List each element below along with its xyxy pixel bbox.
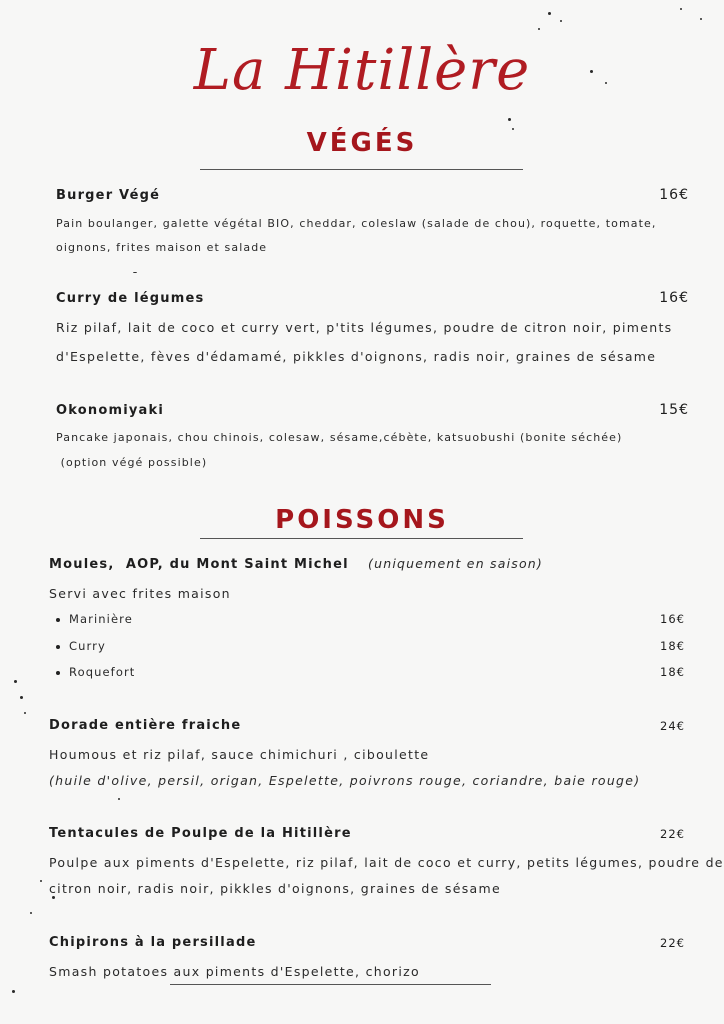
item-description-line: citron noir, radis noir, pikkles d'oignons, graines de sésame [49,881,501,896]
item-note: (uniquement en saison) [368,556,543,571]
item-name: Dorade entière fraiche [49,718,242,733]
item-description-line: Smash potatoes aux piments d'Espelette, chorizo [49,964,420,979]
item-price: 15€ [659,402,689,418]
item-name: Okonomiyaki [56,403,165,418]
item-name: Curry de légumes [56,291,205,306]
option-price: 16€ [660,612,685,626]
item-price: 22€ [660,936,685,950]
item-description-line: Pancake japonais, chou chinois, colesaw, sésame,cébète, katsuobushi (bonite séchée) [56,431,623,444]
section-divider [200,538,523,539]
bullet-icon [56,671,60,675]
item-description-line: Poulpe aux piments d'Espelette, riz pilaf, lait de coco et curry, petits légumes, poudre de [49,855,724,870]
section-divider [200,169,523,170]
item-price: 24€ [660,719,685,733]
item-description-line: d'Espelette, fèves d'édamamé, pikkles d'oignons, radis noir, graines de sésame [56,349,657,364]
option-mariniere [56,612,133,626]
option-label: Curry [69,639,106,653]
item-description-line: Servi avec frites maison [49,586,231,601]
option-price: 18€ [660,665,685,679]
item-name: Moules, AOP, du Mont Saint Michel [49,557,349,572]
item-description-line: Houmous et riz pilaf, sauce chimichuri , ciboulette [49,747,430,762]
item-name: Burger Végé [56,188,161,203]
item-name: Chipirons à la persillade [49,935,257,950]
item-price: 16€ [659,187,689,203]
bullet-icon [56,618,60,622]
restaurant-title: La Hitillère [193,38,531,103]
option-price: 18€ [660,639,685,653]
item-description-line: (huile d'olive, persil, origan, Espelette, poivrons rouge, coriandre, baie rouge) [49,773,641,788]
option-roquefort [56,665,135,679]
bullet-icon [56,645,60,649]
item-name: Tentacules de Poulpe de la Hitillère [49,826,352,841]
section-title-poissons: POISSONS [275,505,449,535]
item-price: 22€ [660,827,685,841]
item-description-line: Riz pilaf, lait de coco et curry vert, p'tits légumes, poudre de citron noir, piments [56,320,673,335]
item-description-line: oignons, frites maison et salade [56,241,268,254]
item-price: 16€ [659,290,689,306]
option-label: Roquefort [69,665,136,679]
section-title-veges: VÉGÉS [306,128,418,158]
option-label: Marinière [69,612,133,626]
option-curry [56,639,106,653]
footer-divider [170,984,491,985]
item-description-line: Pain boulanger, galette végétal BIO, cheddar, coleslaw (salade de chou), roquette, tomate, [56,217,657,230]
item-description-line: (option végé possible) [56,456,208,469]
